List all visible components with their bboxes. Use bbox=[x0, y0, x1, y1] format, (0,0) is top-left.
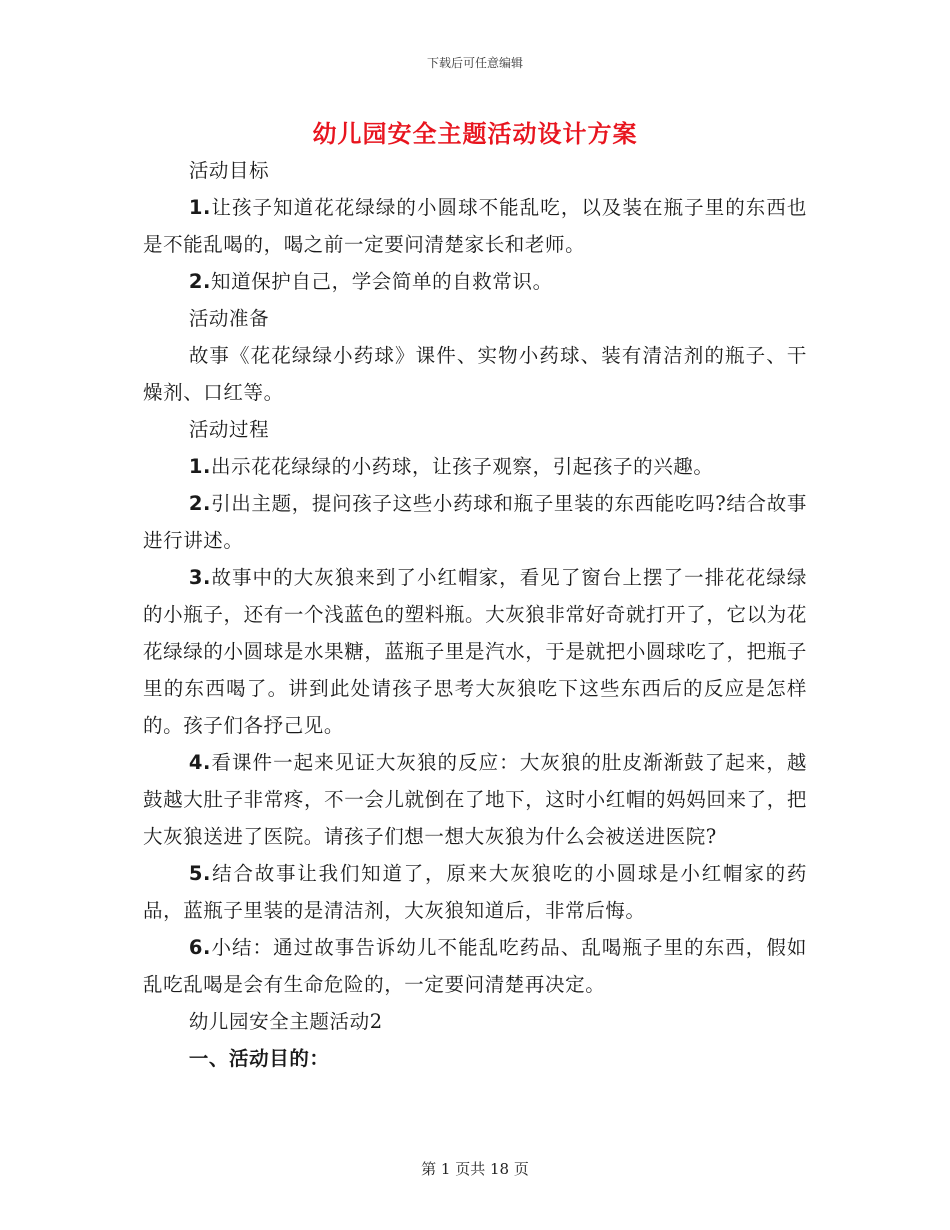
paragraph-activity-goals-heading bbox=[143, 152, 807, 189]
header-note: 下载后可任意编辑 bbox=[426, 56, 523, 70]
paragraph-preparation-heading bbox=[143, 300, 807, 337]
paragraph-text: 活动过程 bbox=[188, 418, 270, 441]
section-heading-activity-purpose: 一、活动目的： bbox=[188, 1047, 330, 1070]
paragraph-process-5 bbox=[143, 855, 807, 929]
paragraph-text: 结合故事让我们知道了，原来大灰狼吃的小圆球是小红帽家的药品，蓝瓶子里装的是清洁剂，大灰狼知道后，非常后悔。 bbox=[143, 862, 807, 922]
paragraph-process-1 bbox=[143, 448, 807, 485]
paragraph-text: 出示花花绿绿的小药球，让孩子观察，引起孩子的兴趣。 bbox=[211, 455, 714, 478]
paragraph-text: 故事《花花绿绿小药球》课件、实物小药球、装有清洁剂的瓶子、干燥剂、口红等。 bbox=[143, 344, 807, 404]
paragraph-text: 知道保护自己，学会简单的自救常识。 bbox=[211, 270, 553, 293]
paragraph-text: 幼儿园安全主题活动2 bbox=[188, 1010, 383, 1033]
paragraph-process-4 bbox=[143, 744, 807, 855]
paragraph-text: 故事中的大灰狼来到了小红帽家，看见了窗台上摆了一排花花绿绿的小瓶子，还有一个浅蓝色的塑料瓶。大灰狼非常好奇就打开了，它以为花花绿绿的小圆球是水果糖，蓝瓶子里是汽水，于是就把小圆球吃了，把瓶子里的东西喝了。讲到此处请孩子思考大灰狼吃下这些东西后的反应是怎样的。孩子们各抒己见。 bbox=[143, 566, 807, 737]
paragraph-number: 6. bbox=[188, 936, 211, 959]
paragraph-process-heading bbox=[143, 411, 807, 448]
paragraph-goal-1 bbox=[143, 189, 807, 263]
paragraph-text: 活动目标 bbox=[188, 159, 270, 182]
paragraph-process-3 bbox=[143, 559, 807, 744]
paragraph-text: 活动准备 bbox=[188, 307, 270, 330]
paragraph-number: 2. bbox=[188, 270, 211, 293]
paragraph-number: 1. bbox=[188, 196, 211, 219]
paragraph-number: 4. bbox=[188, 751, 211, 774]
paragraph-activity-2-title bbox=[143, 1003, 807, 1040]
paragraph-number: 2. bbox=[188, 492, 211, 515]
paragraph-text: 让孩子知道花花绿绿的小圆球不能乱吃，以及装在瓶子里的东西也是不能乱喝的，喝之前一定要问清楚家长和老师。 bbox=[143, 196, 807, 256]
paragraph-process-2 bbox=[143, 485, 807, 559]
paragraph-preparation-materials bbox=[143, 337, 807, 411]
paragraph-goal-2 bbox=[143, 263, 807, 300]
document-title: 幼儿园安全主题活动设计方案 bbox=[312, 119, 638, 148]
document-body bbox=[143, 152, 807, 1077]
paragraph-number: 5. bbox=[188, 862, 211, 885]
paragraph-text: 看课件一起来见证大灰狼的反应：大灰狼的肚皮渐渐鼓了起来，越鼓越大肚子非常疼，不一会儿就倒在了地下，这时小红帽的妈妈回来了，把大灰狼送进了医院。请孩子们想一想大灰狼为什么会被送进医院? bbox=[143, 751, 807, 848]
paragraph-number: 3. bbox=[188, 566, 211, 589]
paragraph-text: 引出主题，提问孩子这些小药球和瓶子里装的东西能吃吗?结合故事进行讲述。 bbox=[143, 492, 807, 552]
paragraph-process-6 bbox=[143, 929, 807, 1003]
page-number-footer: 第 1 页共 18 页 bbox=[421, 1160, 529, 1178]
paragraph-text: 小结：通过故事告诉幼儿不能乱吃药品、乱喝瓶子里的东西，假如乱吃乱喝是会有生命危险的，一定要问清楚再决定。 bbox=[143, 936, 807, 996]
paragraph-number: 1. bbox=[188, 455, 211, 478]
